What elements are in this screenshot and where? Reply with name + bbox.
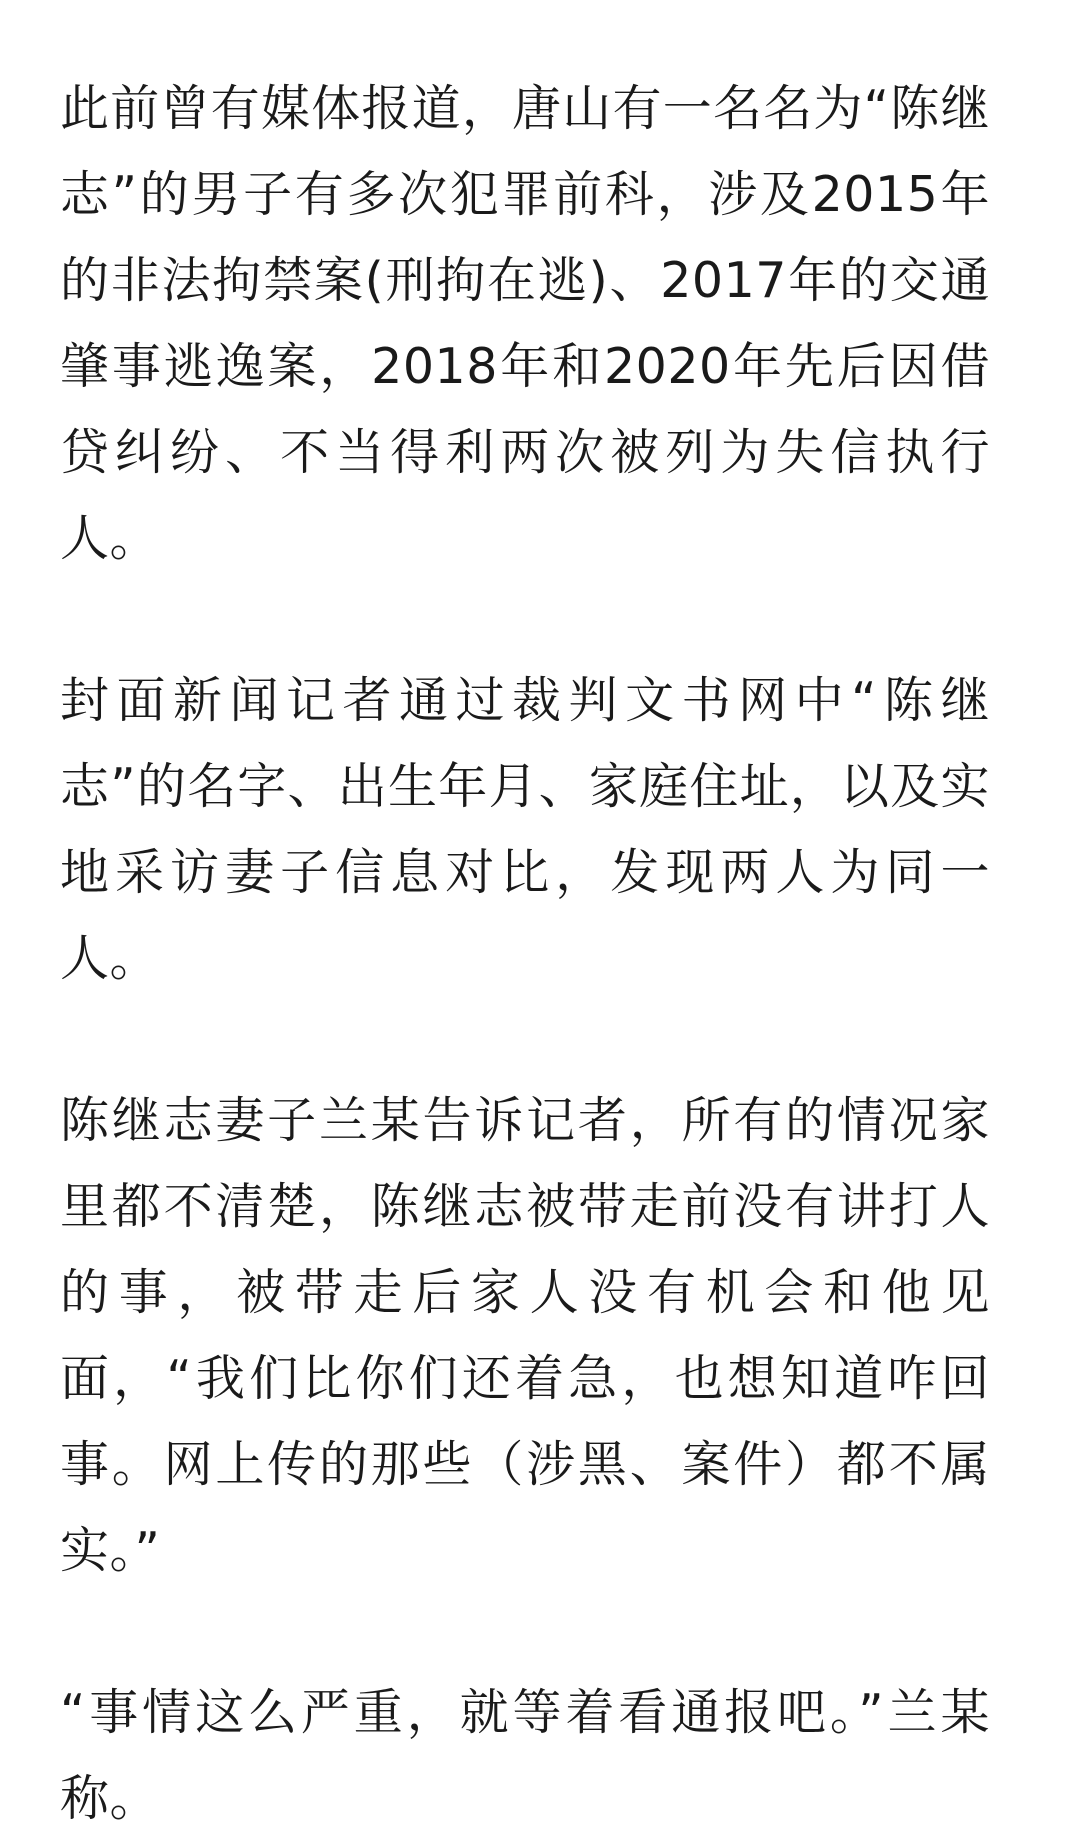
article-paragraph: “事情这么严重，就等着看通报吧。”兰某称。 bbox=[60, 1684, 990, 1827]
article-paragraph: 此前曾有媒体报道，唐山有一名名为“陈继志”的男子有多次犯罪前科，涉及2015年的非法拘禁案(刑拘在逃)、2017年的交通肇事逃逸案，2018年和2020年先后因借贷纠纷、不当得利两次被列为失信执行人。 bbox=[60, 80, 990, 567]
article-paragraph: 封面新闻记者通过裁判文书网中“陈继志”的名字、出生年月、家庭住址，以及实地采访妻子信息对比，发现两人为同一人。 bbox=[60, 672, 990, 987]
article-paragraph: 陈继志妻子兰某告诉记者，所有的情况家里都不清楚，陈继志被带走前没有讲打人的事，被带走后家人没有机会和他见面，“我们比你们还着急，也想知道咋回事。网上传的那些（涉黑、案件）都不属实。” bbox=[60, 1092, 990, 1579]
article-body bbox=[60, 66, 990, 1842]
